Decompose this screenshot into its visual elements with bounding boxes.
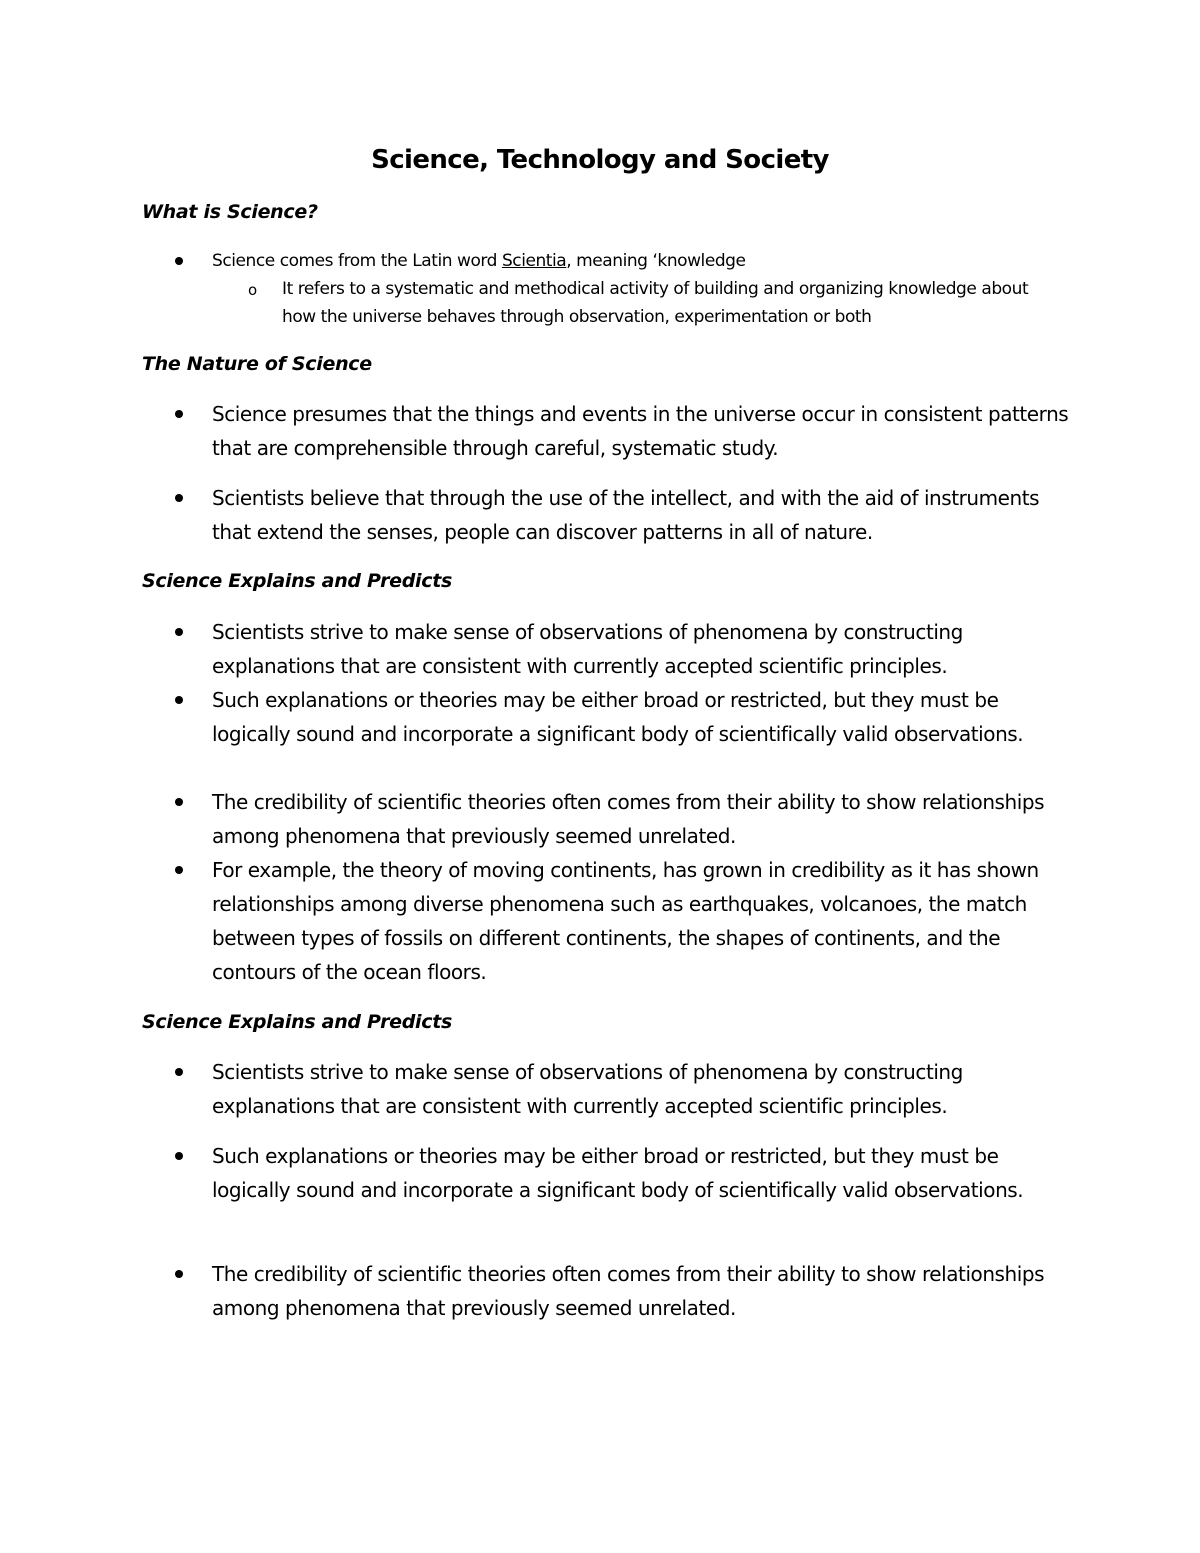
- list-item: The credibility of scientific theories often comes from their ability to show relationships among phenomena that previously seemed unrelated.: [212, 790, 1045, 848]
- heading-science-explains-predicts-2: Science Explains and Predicts: [142, 1011, 452, 1033]
- list-item: Science presumes that the things and events in the universe occur in consistent patterns that are comprehensible through careful, systematic study.: [212, 402, 1069, 460]
- list-item: Scientists believe that through the use of the intellect, and with the aid of instruments that extend the senses, people can discover patterns in all of nature.: [212, 486, 1040, 544]
- bullet-icon: [175, 696, 183, 704]
- bullet-icon: [175, 1152, 183, 1160]
- list-item: For example, the theory of moving continents, has grown in credibility as it has shown relationships among diverse phenomena such as earthquakes, volcanoes, the match between types of fossils on different continents, the shapes of continents, and the contours of the ocean floors.: [212, 858, 1039, 984]
- bullet-icon: [175, 628, 183, 636]
- heading-nature-of-science: The Nature of Science: [142, 353, 372, 375]
- document-title: Science, Technology and Society: [371, 145, 829, 175]
- bullet-icon: [175, 1270, 183, 1278]
- bullet-icon: [175, 257, 183, 265]
- list-item: [212, 247, 1072, 275]
- list-item: Scientists strive to make sense of observations of phenomena by constructing explanations that are consistent with currently accepted scientific principles.: [212, 620, 963, 678]
- item-text-suffix: , meaning ‘knowledge: [566, 251, 746, 271]
- bullet-icon: [175, 866, 183, 874]
- bullet-icon: [175, 798, 183, 806]
- heading-science-explains-predicts: Science Explains and Predicts: [142, 570, 452, 592]
- sub-list-item: It refers to a systematic and methodical activity of building and organizing knowledge about how the universe behaves through observation, experimentation or both: [282, 279, 1029, 327]
- list-item: The credibility of scientific theories often comes from their ability to show relationships among phenomena that previously seemed unrelated.: [212, 1262, 1045, 1320]
- bullet-icon: [175, 1068, 183, 1076]
- sub-bullet-icon: o: [248, 281, 258, 299]
- latin-term: Scientia: [501, 251, 567, 271]
- bullet-icon: [175, 494, 183, 502]
- list-item: Such explanations or theories may be either broad or restricted, but they must be logically sound and incorporate a significant body of scientifically valid observations.: [212, 1144, 1024, 1202]
- bullet-icon: [175, 410, 183, 418]
- heading-what-is-science: What is Science?: [142, 201, 318, 223]
- list-item: Such explanations or theories may be either broad or restricted, but they must be logically sound and incorporate a significant body of scientifically valid observations.: [212, 688, 1024, 746]
- item-text-prefix: Science comes from the Latin word: [212, 251, 502, 271]
- list-item: Scientists strive to make sense of observations of phenomena by constructing explanations that are consistent with currently accepted scientific principles.: [212, 1060, 963, 1118]
